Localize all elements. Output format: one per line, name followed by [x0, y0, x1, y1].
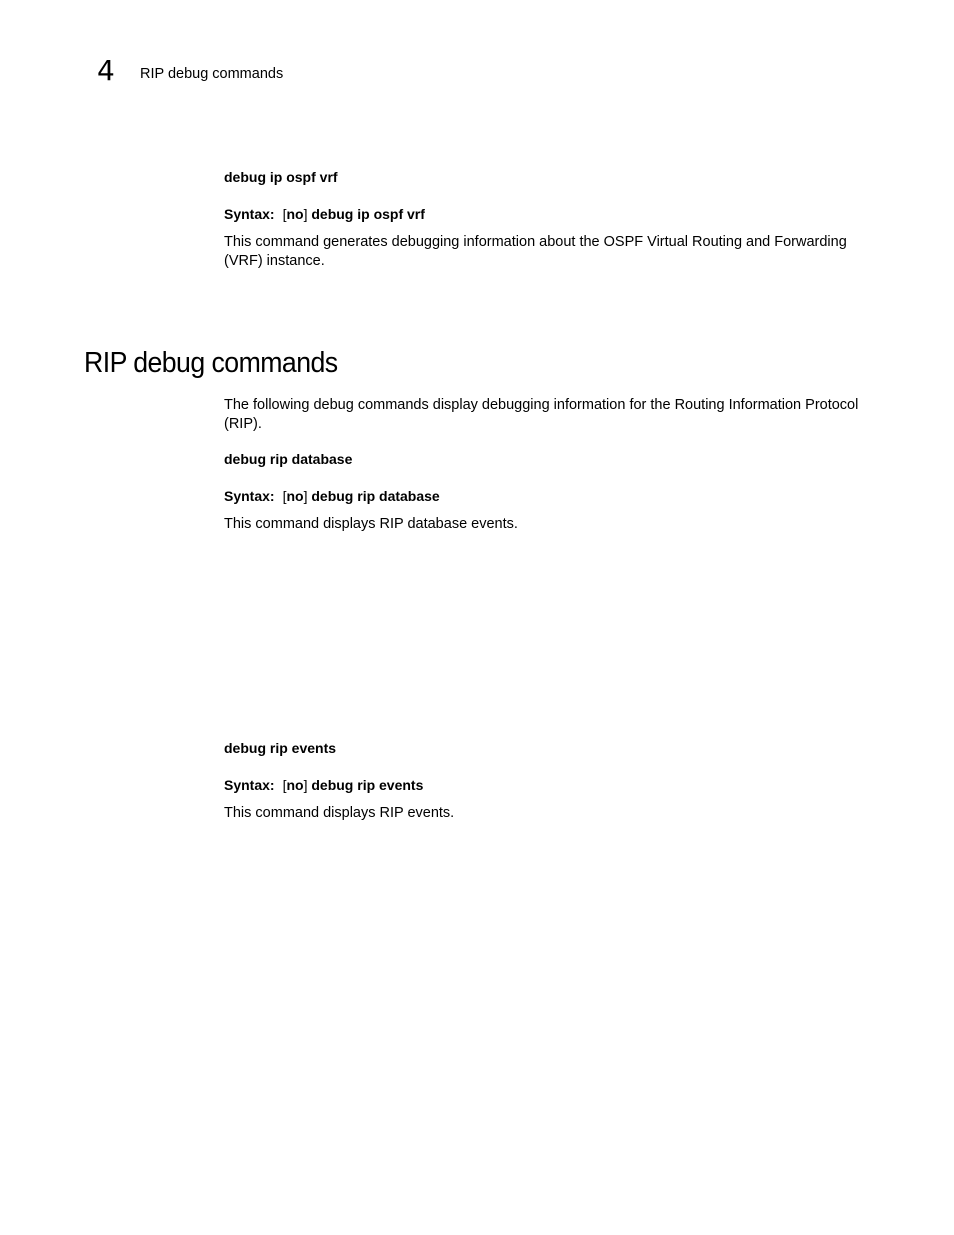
syntax-bracket-open: [: [282, 777, 287, 793]
description-rip-events: This command displays RIP events.: [224, 805, 455, 821]
syntax-no-keyword: no: [286, 777, 304, 793]
syntax-command: debug ip ospf vrf: [311, 206, 425, 222]
syntax-line-rip-events: [224, 776, 423, 794]
syntax-command: debug rip database: [311, 488, 440, 504]
description-ospf-vrf: This command generates debugging information about the OSPF Virtual Routing and Forwarding (VRF) instance.: [224, 234, 847, 269]
syntax-label: Syntax:: [224, 488, 275, 504]
command-heading-ospf-vrf: debug ip ospf vrf: [224, 169, 338, 185]
syntax-line-rip-database: [224, 487, 440, 505]
running-header-title: RIP debug commands: [140, 66, 284, 82]
syntax-line-ospf-vrf: [224, 205, 425, 223]
section-title: RIP debug commands: [84, 347, 338, 379]
command-heading-rip-events: debug rip events: [224, 740, 337, 756]
syntax-bracket-close: ]: [303, 206, 308, 222]
syntax-no-keyword: no: [286, 488, 304, 504]
syntax-no-keyword: no: [286, 206, 304, 222]
command-heading-rip-database: debug rip database: [224, 451, 353, 467]
syntax-bracket-close: ]: [303, 488, 308, 504]
section-intro: The following debug commands display debugging information for the Routing Information Protocol (RIP).: [224, 397, 859, 432]
syntax-label: Syntax:: [224, 777, 275, 793]
syntax-command: debug rip events: [311, 777, 424, 793]
syntax-label: Syntax:: [224, 206, 275, 222]
description-rip-database: This command displays RIP database events.: [224, 516, 518, 532]
syntax-bracket-close: ]: [303, 777, 308, 793]
chapter-number: 4: [97, 54, 115, 87]
syntax-bracket-open: [: [282, 206, 287, 222]
syntax-bracket-open: [: [282, 488, 287, 504]
